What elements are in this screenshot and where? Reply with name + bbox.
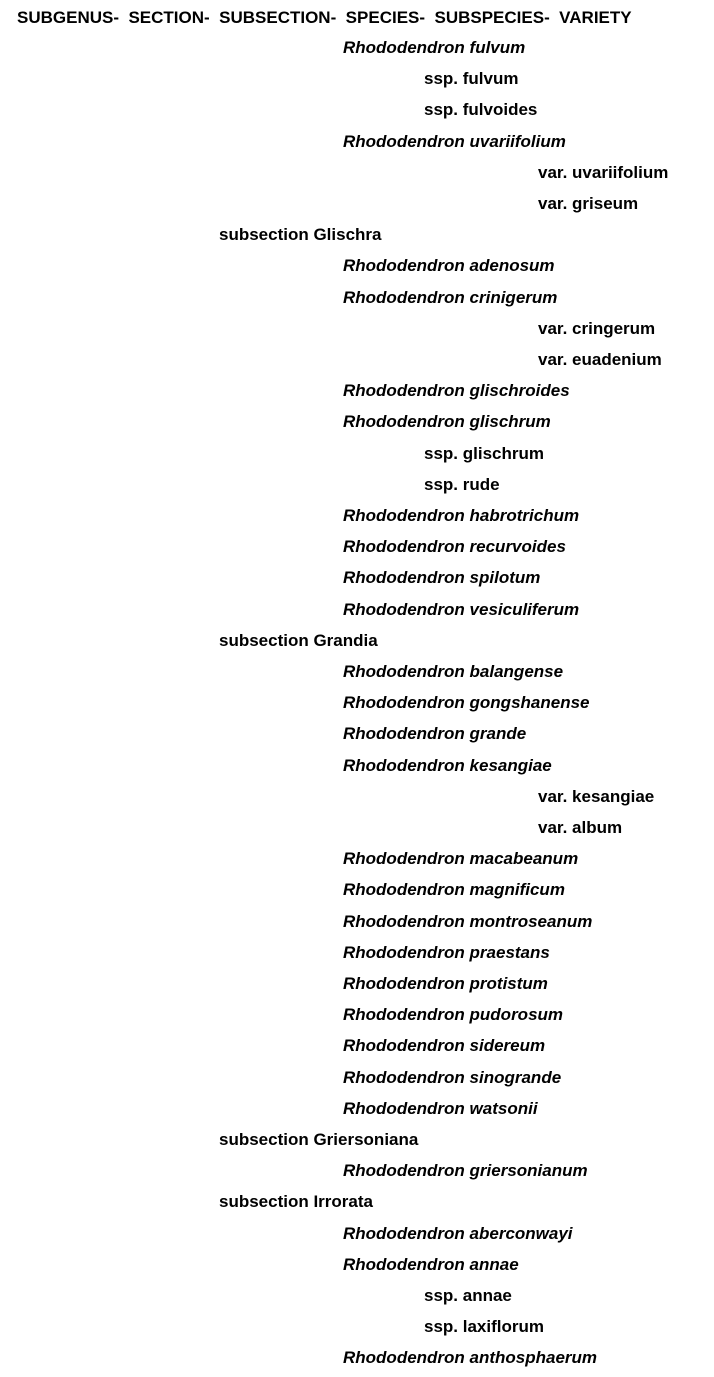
subsection-label: subsection Griersoniana (219, 1130, 419, 1149)
subspecies-label: ssp. rude (424, 474, 500, 494)
species-label: Rhododendron protistum (343, 974, 548, 993)
species-label: Rhododendron anthosphaerum (343, 1348, 598, 1368)
subspecies-label: ssp. annae (424, 1286, 512, 1305)
species-label: Rhododendron recurvoides (343, 537, 566, 557)
species-label: Rhododendron sinogrande (343, 1067, 562, 1087)
species-label: Rhododendron annae (343, 1254, 519, 1274)
variety-label: var. cringerum (538, 318, 656, 338)
species-label: Rhododendron glischrum (343, 412, 551, 432)
species-label: Rhododendron sidereum (343, 1036, 546, 1056)
subspecies-label: ssp. glischrum (424, 443, 544, 463)
species-label: Rhododendron adenosum (343, 256, 555, 276)
variety-label: var. griseum (538, 194, 639, 213)
species-label: Rhododendron macabeanum (343, 849, 579, 869)
column-header: SUBGENUS- SECTION- SUBSECTION- SPECIES- SUBSPECIES- VARIETY (17, 8, 632, 27)
species-label: Rhododendron uvariifolium (343, 131, 566, 151)
species-label: Rhododendron magnificum (343, 880, 565, 900)
species-label: Rhododendron fulvum (343, 38, 526, 57)
species-label: Rhododendron balangense (343, 662, 564, 681)
variety-label: var. euadenium (538, 350, 662, 369)
subspecies-label: ssp. fulvum (424, 69, 519, 89)
variety-label: var. album (538, 818, 623, 837)
subsection-label: subsection Irrorata (219, 1192, 373, 1212)
species-label: Rhododendron praestans (343, 942, 550, 962)
subsection-label: subsection Grandia (219, 630, 378, 650)
species-label: Rhododendron griersonianum (343, 1161, 588, 1181)
subsection-label: subsection Glischra (219, 225, 382, 245)
species-label: Rhododendron crinigerum (343, 287, 558, 307)
species-label: Rhododendron vesiculiferum (343, 599, 580, 619)
species-label: Rhododendron pudorosum (343, 1005, 564, 1025)
species-label: Rhododendron spilotum (343, 568, 541, 588)
species-label: Rhododendron kesangiae (343, 755, 552, 775)
variety-label: var. kesangiae (538, 786, 655, 806)
species-label: Rhododendron glischroides (343, 381, 570, 401)
species-label: Rhododendron habrotrichum (343, 506, 580, 525)
subspecies-label: ssp. fulvoides (424, 100, 538, 120)
variety-label: var. uvariifolium (538, 162, 669, 182)
species-label: Rhododendron grande (343, 724, 527, 744)
species-label: Rhododendron watsonii (343, 1098, 538, 1118)
species-label: Rhododendron aberconwayi (343, 1223, 573, 1243)
species-label: Rhododendron montroseanum (343, 911, 593, 931)
species-label: Rhododendron gongshanense (343, 693, 590, 713)
subspecies-label: ssp. laxiflorum (424, 1317, 544, 1337)
